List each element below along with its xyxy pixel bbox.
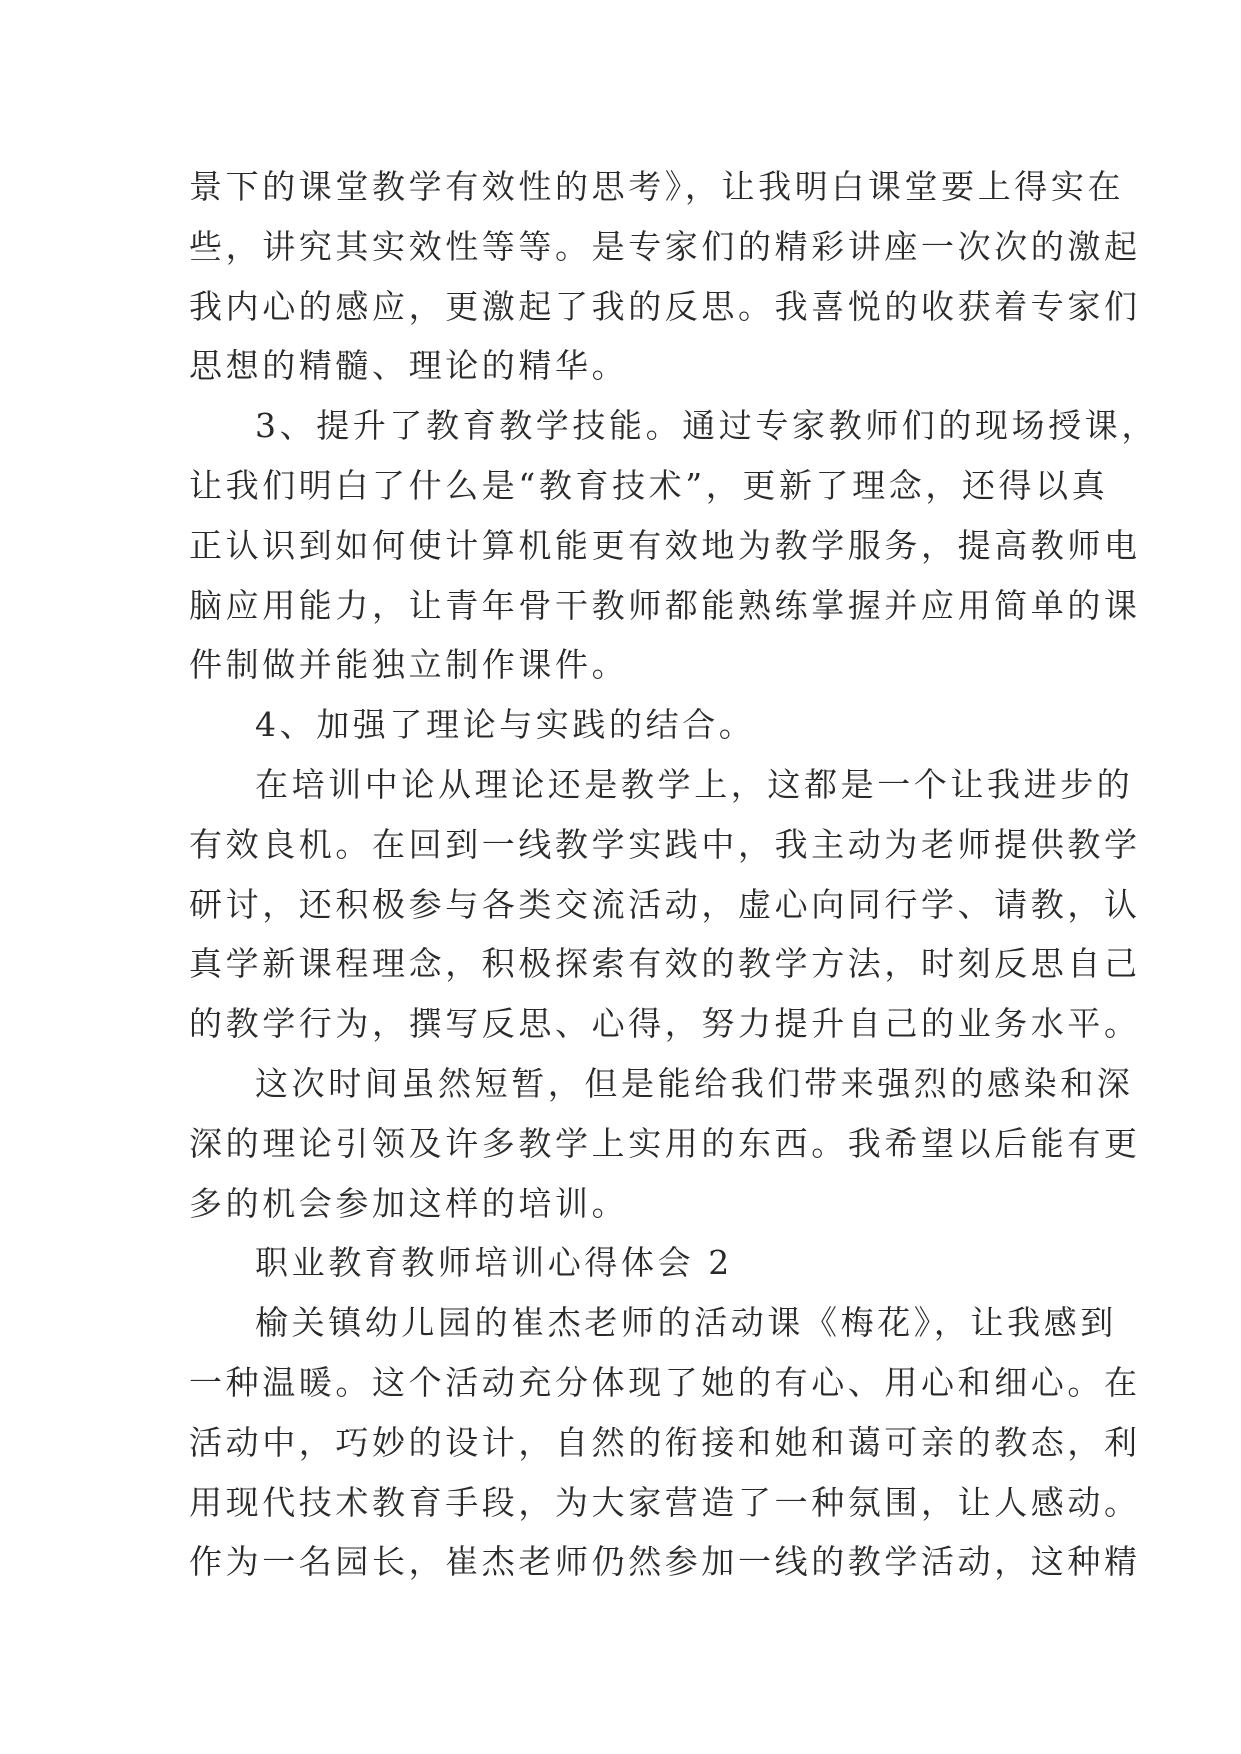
text-line: 用现代技术教育手段，为大家营造了一种氛围，让人感动。 [189, 1482, 1141, 1522]
text-line: 一种温暖。这个活动充分体现了她的有心、用心和细心。在 [189, 1362, 1141, 1402]
text-line: 有效良机。在回到一线教学实践中，我主动为老师提供教学 [189, 824, 1141, 864]
text-line: 3、提升了教育教学技能。通过专家教师们的现场授课， [255, 406, 1158, 446]
text-line: 正认识到如何使计算机能更有效地为教学服务，提高教师电 [189, 525, 1141, 565]
text-line: 研讨，还积极参与各类交流活动，虚心向同行学、请教，认 [189, 884, 1141, 924]
text-line: 职业教育教师培训心得体会 2 [255, 1243, 733, 1283]
document-body [189, 157, 1158, 1592]
text-line: 4、加强了理论与实践的结合。 [255, 705, 756, 745]
text-line: 榆关镇幼儿园的崔杰老师的活动课《梅花》，让我感到 [255, 1303, 1117, 1343]
text-line: 让我们明白了什么是“教育技术”，更新了理念，还得以真 [189, 465, 1109, 505]
text-line: 活动中，巧妙的设计，自然的衔接和她和蔼可亲的教态，利 [189, 1422, 1141, 1462]
text-line: 些，讲究其实效性等等。是专家们的精彩讲座一次次的激起 [189, 226, 1141, 266]
text-line: 在培训中论从理论还是教学上，这都是一个让我进步的 [255, 764, 1134, 804]
text-line: 多的机会参加这样的培训。 [189, 1183, 629, 1223]
text-line: 景下的课堂教学有效性的思考》，让我明白课堂要上得实在 [189, 167, 1125, 206]
text-line: 我内心的感应，更激起了我的反思。我喜悦的收获着专家们 [189, 286, 1141, 326]
text-line: 真学新课程理念，积极探索有效的教学方法，时刻反思自己 [189, 944, 1141, 984]
text-line: 件制做并能独立制作课件。 [189, 645, 629, 685]
text-line: 脑应用能力，让青年骨干教师都能熟练掌握并应用简单的课 [189, 585, 1141, 625]
text-line: 这次时间虽然短暂，但是能给我们带来强烈的感染和深 [255, 1063, 1134, 1103]
text-line: 深的理论引领及许多教学上实用的东西。我希望以后能有更 [189, 1123, 1141, 1163]
text-line: 作为一名园长，崔杰老师仍然参加一线的教学活动，这种精 [189, 1542, 1141, 1582]
text-line: 思想的精髓、理论的精华。 [189, 346, 629, 386]
text-line: 的教学行为，撰写反思、心得，努力提升自己的业务水平。 [189, 1004, 1141, 1044]
